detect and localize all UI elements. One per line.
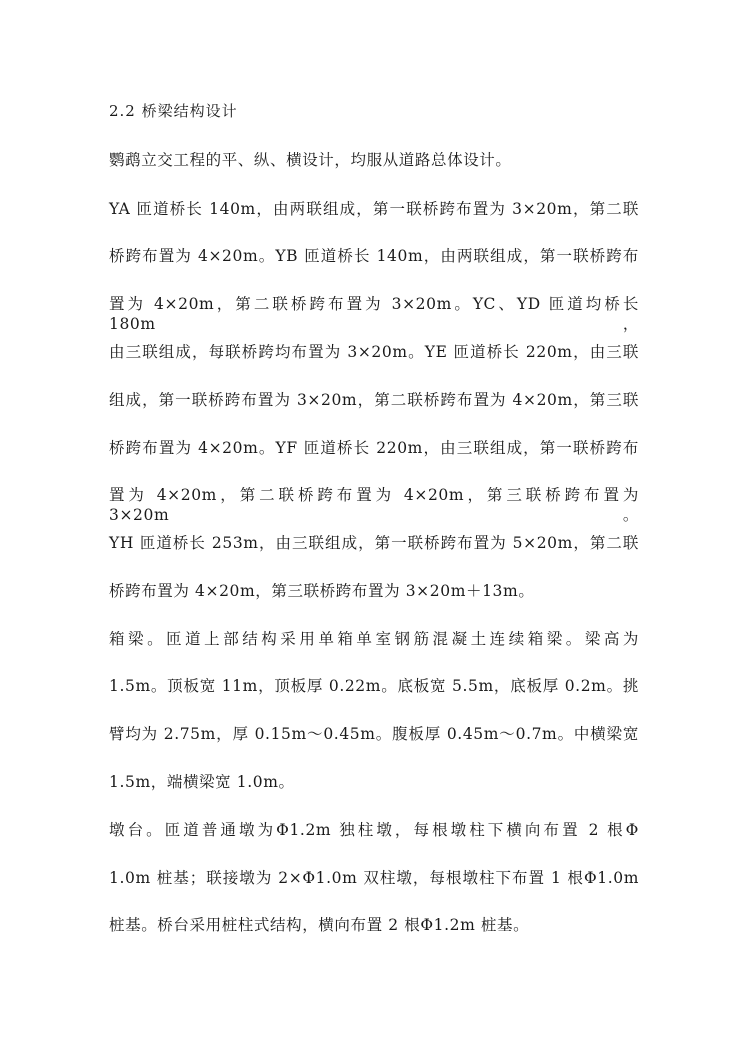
paragraph-ramps-line: 由三联组成，每联桥跨均布置为 3×20m。YE 匝道桥长 220m，由三联 — [109, 343, 639, 361]
paragraph-box-girder-line: 1.5m，端横梁宽 1.0m。 — [109, 773, 295, 791]
paragraph-intro-line: 鹦鹉立交工程的平、纵、横设计，均服从道路总体设计。 — [109, 151, 512, 169]
paragraph-ramps-line: 置为 4×20m，第二联桥跨布置为 4×20m，第三联桥跨布置为 3×20m。 — [109, 486, 639, 524]
paragraph-ramps-line: YA 匝道桥长 140m，由两联组成，第一联桥跨布置为 3×20m，第二联 — [109, 200, 639, 218]
paragraph-ramps-line: 置为 4×20m，第二联桥跨布置为 3×20m。YC、YD 匝道均桥长 180m， — [109, 295, 639, 333]
paragraph-piers-line: 桩基。桥台采用桩柱式结构，横向布置 2 根Φ1.2m 桩基。 — [109, 916, 530, 934]
paragraph-piers-line: 1.0m 桩基；联接墩为 2×Φ1.0m 双柱墩，每根墩柱下布置 1 根Φ1.0m — [109, 869, 639, 887]
paragraph-box-girder-line: 臂均为 2.75m，厚 0.15m～0.45m。腹板厚 0.45m～0.7m。中横梁宽 — [109, 725, 639, 743]
paragraph-box-girder-line: 箱梁。匝道上部结构采用单箱单室钢筋混凝土连续箱梁。梁高为 — [109, 630, 639, 648]
paragraph-ramps-line: 桥跨布置为 4×20m。YF 匝道桥长 220m，由三联组成，第一联桥跨布 — [109, 439, 639, 457]
paragraph-box-girder-line: 1.5m。顶板宽 11m，顶板厚 0.22m。底板宽 5.5m，底板厚 0.2m。挑 — [109, 677, 639, 695]
paragraph-ramps-line: 桥跨布置为 4×20m，第三联桥跨布置为 3×20m＋13m。 — [109, 582, 535, 600]
paragraph-ramps-line: 组成，第一联桥跨布置为 3×20m，第二联桥跨布置为 4×20m，第三联 — [109, 391, 639, 409]
paragraph-ramps-line: 桥跨布置为 4×20m。YB 匝道桥长 140m，由两联组成，第一联桥跨布 — [109, 247, 639, 265]
paragraph-ramps-line: YH 匝道桥长 253m，由三联组成，第一联桥跨布置为 5×20m，第二联 — [109, 534, 639, 552]
section-title: 2.2 桥梁结构设计 — [109, 102, 238, 120]
paragraph-piers-line: 墩台。匝道普通墩为Φ1.2m 独柱墩，每根墩柱下横向布置 2 根Φ — [109, 821, 639, 839]
